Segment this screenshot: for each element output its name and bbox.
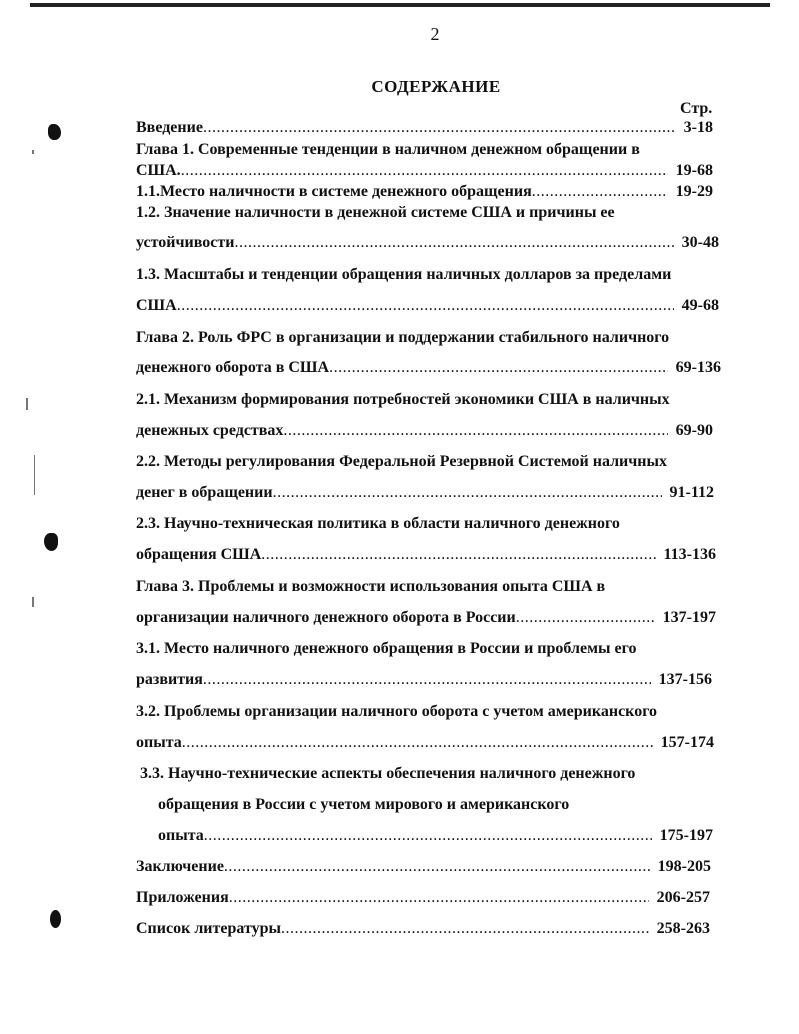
toc-entry-label: 1.1.Место наличности в системе денежного обращения (136, 183, 532, 200)
toc-entry-introduction (136, 119, 713, 137)
scan-speck (26, 398, 28, 410)
toc-entry-label: денежного оборота в США (136, 359, 330, 376)
toc-entry-3-3 (158, 827, 713, 845)
toc-entry-label: денежных средствах (136, 422, 284, 439)
toc-entry-label: Приложения (136, 889, 229, 906)
toc-entry-page: 3-18 (683, 119, 713, 136)
toc-entry-3-2-line-1: 3.2. Проблемы организации наличного оборота с учетом американского (136, 703, 658, 720)
toc-entry-3-3-line-1: 3.3. Научно-технические аспекты обеспечения наличного денежного (140, 765, 636, 782)
toc-entry-1-2-line-1: 1.2. Значение наличности в денежной системе США и причины ее (136, 204, 615, 221)
page-title: СОДЕРЖАНИЕ (371, 77, 501, 96)
toc-entry-page: 49-68 (681, 297, 719, 314)
leader-dots (181, 162, 668, 180)
toc-entry-3-1 (136, 671, 712, 689)
toc-entry-1-3 (136, 297, 719, 315)
toc-entry-label: США (136, 297, 177, 314)
leader-dots (281, 920, 649, 938)
punch-hole-mark (50, 910, 61, 928)
toc-entry-chapter-3 (136, 609, 716, 627)
toc-entry-page: 157-174 (660, 734, 714, 751)
punch-hole-mark (48, 124, 61, 140)
leader-dots (283, 422, 667, 440)
toc-entry-page: 91-112 (669, 484, 714, 501)
toc-entry-2-3 (136, 546, 716, 564)
toc-entry-label: Заключение (136, 858, 224, 875)
toc-entry-page: 206-257 (656, 889, 710, 906)
toc-entry-3-3-line-2: обращения в России с учетом мирового и американского (158, 796, 570, 813)
toc-entry-page: 137-197 (662, 609, 716, 626)
toc-entry-chapter-2 (136, 359, 721, 377)
leader-dots (532, 183, 668, 201)
toc-entry-label: организации наличного денежного оборота в России (136, 609, 516, 626)
toc-entry-page: 175-197 (659, 827, 713, 844)
leader-dots (234, 234, 673, 252)
toc-entry-2-3-line-1: 2.3. Научно-техническая политика в области наличного денежного (136, 515, 620, 532)
page-number: 2 (430, 24, 440, 44)
leader-dots (204, 827, 652, 845)
toc-entry-page: 258-263 (656, 920, 710, 937)
scan-speck (32, 597, 34, 607)
leader-dots (229, 889, 649, 907)
toc-entry-2-2 (136, 484, 714, 502)
toc-entry-1-3-line-1: 1.3. Масштабы и тенденции обращения наличных долларов за пределами (136, 266, 672, 283)
leader-dots (203, 119, 676, 137)
toc-entry-page: 198-205 (657, 858, 711, 875)
toc-entry-chapter-1-line-1: Глава 1. Современные тенденции в наличном денежном обращении в (136, 141, 640, 158)
leader-dots (516, 609, 655, 627)
leader-dots (329, 359, 668, 377)
toc-entry-label: США. (136, 162, 181, 179)
toc-entry-conclusion (136, 858, 711, 876)
toc-entry-1-2 (136, 234, 719, 252)
toc-entry-3-2 (136, 734, 714, 752)
leader-dots (182, 734, 653, 752)
top-border-rule (30, 3, 770, 7)
toc-entry-label: опыта (136, 734, 182, 751)
scan-speck (34, 455, 35, 495)
toc-entry-2-1 (136, 422, 713, 440)
scan-speck (32, 150, 34, 154)
toc-entry-2-2-line-1: 2.2. Методы регулирования Федеральной Резервной Системой наличных (136, 453, 668, 470)
toc-entry-label: развития (136, 671, 203, 688)
toc-entry-page: 19-68 (675, 162, 713, 179)
toc-entry-page: 137-156 (658, 671, 712, 688)
toc-entry-2-1-line-1: 2.1. Механизм формирования потребностей экономики США в наличных (136, 391, 670, 408)
toc-entry-label: Введение (136, 119, 203, 136)
leader-dots (273, 484, 662, 502)
toc-entry-chapter-2-line-1: Глава 2. Роль ФРС в организации и поддержании стабильного наличного (136, 329, 670, 346)
toc-entry-label: опыта (158, 827, 204, 844)
leader-dots (224, 858, 650, 876)
toc-entry-3-1-line-1: 3.1. Место наличного денежного обращения в России и проблемы его (136, 640, 637, 657)
leader-dots (203, 671, 651, 689)
toc-entry-chapter-3-line-1: Глава 3. Проблемы и возможности использования опыта США в (136, 578, 606, 595)
page-column-header: Стр. (680, 100, 713, 117)
toc-entry-1-1 (136, 183, 713, 201)
leader-dots (261, 546, 655, 564)
toc-entry-page: 69-90 (675, 422, 713, 439)
toc-entry-page: 69-136 (675, 359, 721, 376)
toc-entry-appendices (136, 889, 710, 907)
toc-entry-label: денег в обращении (136, 484, 273, 501)
toc-entry-page: 19-29 (675, 183, 713, 200)
toc-entry-label: обращения США (136, 546, 262, 563)
toc-entry-bibliography (136, 920, 710, 938)
leader-dots (177, 297, 674, 315)
toc-entry-page: 113-136 (663, 546, 716, 563)
toc-entry-chapter-1 (136, 162, 713, 180)
toc-entry-label: устойчивости (136, 234, 235, 251)
toc-entry-label: Список литературы (136, 920, 281, 937)
toc-entry-page: 30-48 (681, 234, 719, 251)
punch-hole-mark (44, 533, 58, 551)
